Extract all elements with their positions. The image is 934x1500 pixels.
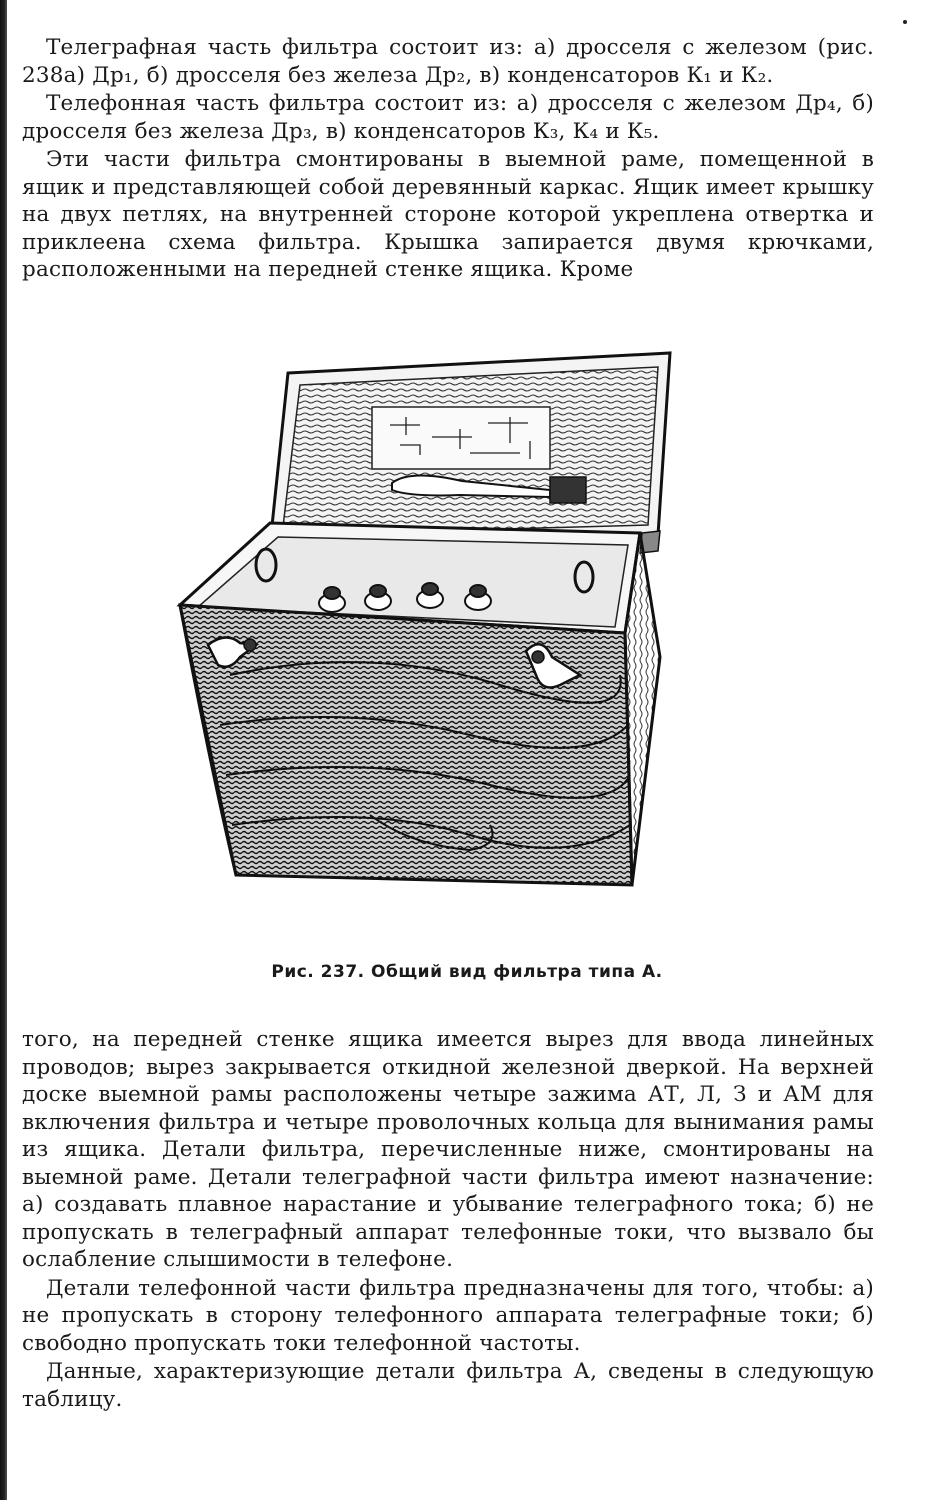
- page-text-bottom: [22, 1026, 874, 1413]
- figure-caption: Рис. 237. Общий вид фильтра типа А.: [271, 962, 663, 982]
- box-body: [180, 523, 660, 885]
- figure-filter-box: [170, 345, 690, 945]
- paragraph-continuation: того, на передней стенке ящика имеется вырез для ввода линейных проводов; вырез закрывается откидной железной дверкой. На верхней доске выемной рамы расположены четыре зажима АТ, Л, З и АМ для включения фильтра и четыре проволочных кольца для вынимания рамы из ящика. Детали фильтра, перечисленные ниже, смонтированы на выемной раме. Детали телеграфной части фильтра имеют назначение: а) создавать плавное нарастание и убывание телеграфного тока; б) не пропускать в телеграфный аппарат телефонные токи, что вызвало бы ослабление слышимости в телефоне.: [22, 1027, 874, 1272]
- page-text-top: [22, 34, 874, 284]
- paragraph-telephone-part: Телефонная часть фильтра состоит из: а) дросселя с железом Др₄, б) дросселя без железа Др₃, в) конденсаторов К₃, К₄ и К₅.: [22, 91, 874, 144]
- filter-box-illustration: [170, 345, 690, 945]
- paragraph-telephone-details: Детали телефонной части фильтра предназначены для того, чтобы: а) не пропускать в сторону телефонного аппарата телеграфные токи; б) свободно пропускать токи телефонной частоты.: [22, 1275, 874, 1356]
- paragraph-telegraph-part: Телеграфная часть фильтра состоит из: а) дросселя с железом (рис. 238а) Др₁, б) дросселя без железа Др₂, в) конденсаторов К₁ и К₂.: [22, 35, 874, 88]
- paragraph-frame-description: Эти части фильтра смонтированы в выемной раме, помещенной в ящик и представляющей собой деревянный каркас. Ящик имеет крышку на двух петлях, на внутренней стороне которой укреплена отвертка и приклеена схема фильтра. Крышка запирается двумя крючками, расположенными на передней стенке ящика. Кроме: [22, 147, 874, 282]
- paragraph-table-intro: Данные, характеризующие детали фильтра А, сведены в следующую таблицу.: [22, 1359, 874, 1412]
- lid-schematic: [372, 407, 550, 469]
- scan-left-edge: [0, 0, 7, 1500]
- scan-speck: [903, 20, 907, 24]
